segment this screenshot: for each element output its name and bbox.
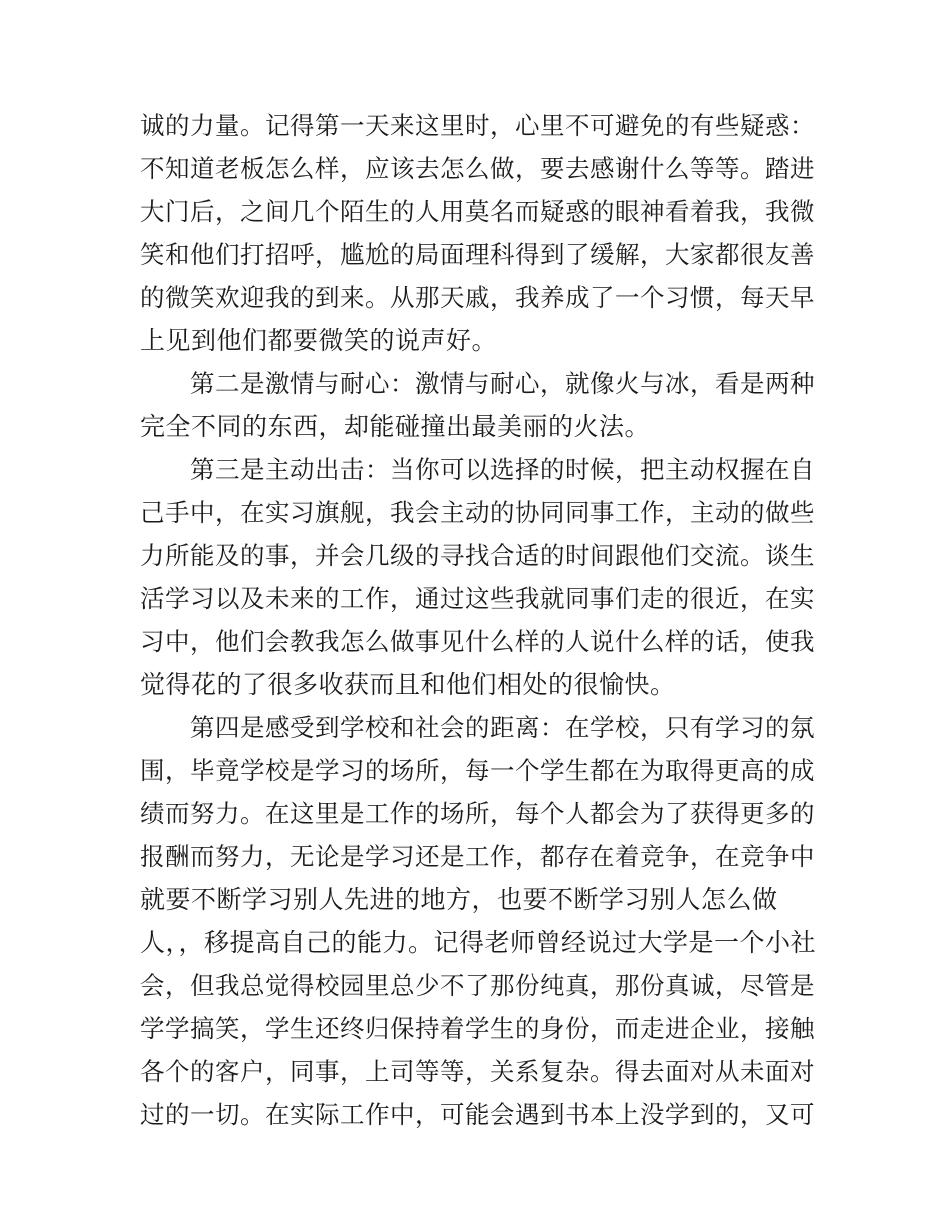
text-line: 己手中，在实习旗舰，我会主动的协同同事工作，主动的做些	[140, 498, 815, 527]
text-line: 活学习以及未来的工作，通过这些我就同事们走的很近，在实	[140, 584, 815, 613]
text-line: 力所能及的事，并会几级的寻找合适的时间跟他们交流。谈生	[140, 541, 815, 570]
text-line: 诚的力量。记得第一天来这里时，心里不可避免的有些疑惑：	[140, 111, 815, 140]
text-line: 第二是激情与耐心：激情与耐心，就像火与冰，看是两种	[190, 369, 815, 398]
text-line: 习中，他们会教我怎么做事见什么样的人说什么样的话，使我	[140, 627, 815, 656]
text-line: 会，但我总觉得校园里总少不了那份纯真，那份真诚，尽管是	[140, 971, 815, 1000]
text-line: 过的一切。在实际工作中，可能会遇到书本上没学到的，又可	[140, 1100, 815, 1129]
text-line: 各个的客户，同事，上司等等，关系复杂。得去面对从未面对	[140, 1057, 815, 1086]
text-line: 第三是主动出击：当你可以选择的时候，把主动权握在自	[190, 455, 815, 484]
text-line: 大门后，之间几个陌生的人用莫名而疑惑的眼神看着我，我微	[140, 197, 815, 226]
text-line: 第四是感受到学校和社会的距离：在学校，只有学习的氛	[190, 713, 815, 742]
text-line: 报酬而努力，无论是学习还是工作，都存在着竞争，在竞争中	[140, 842, 815, 871]
text-line: 就要不断学习别人先进的地方，也要不断学习别人怎么做	[140, 885, 778, 914]
body-text	[140, 104, 815, 1136]
text-line: 绩而努力。在这里是工作的场所，每个人都会为了获得更多的	[140, 799, 815, 828]
text-line: 上见到他们都要微笑的说声好。	[140, 326, 498, 355]
text-line: 笑和他们打招呼，尴尬的局面理科得到了缓解，大家都很友善	[140, 240, 815, 269]
text-line: 觉得花的了很多收获而且和他们相处的很愉快。	[140, 670, 676, 699]
text-line: 人，，移提高自己的能力。记得老师曾经说过大学是一个小社	[140, 928, 817, 957]
text-line: 学学搞笑，学生还终归保持着学生的身份，而走进企业，接触	[140, 1014, 815, 1043]
text-line: 围，毕竟学校是学习的场所，每一个学生都在为取得更高的成	[140, 756, 815, 785]
text-line: 的微笑欢迎我的到来。从那天戚，我养成了一个习惯，每天早	[140, 283, 815, 312]
text-line: 完全不同的东西，却能碰撞出最美丽的火法。	[140, 412, 651, 441]
text-line: 不知道老板怎么样，应该去怎么做，要去感谢什么等等。踏进	[140, 154, 815, 183]
